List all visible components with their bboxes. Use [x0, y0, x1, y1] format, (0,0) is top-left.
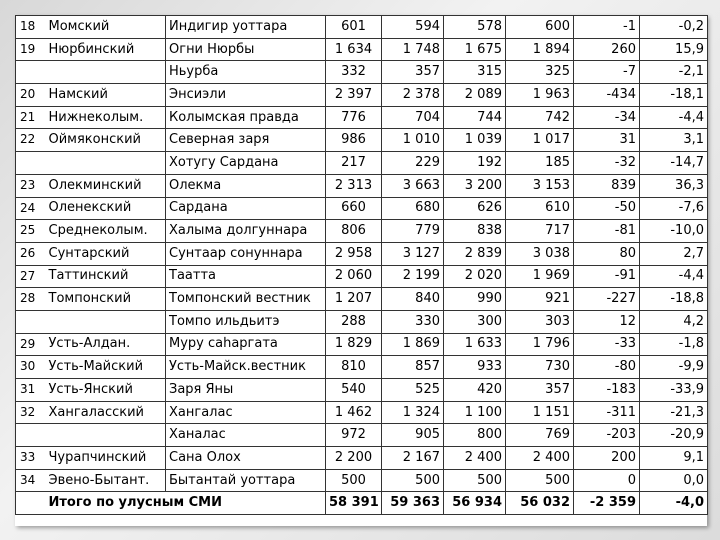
- circulation-2: 2 199: [382, 265, 444, 288]
- circulation-4: 500: [506, 469, 574, 492]
- row-number: [16, 61, 46, 84]
- change-percent: -2,1: [640, 61, 708, 84]
- newspaper-name: Томпонский вестник: [166, 288, 326, 311]
- newspaper-name: Усть-Майск.вестник: [166, 356, 326, 379]
- newspaper-name: Колымская правда: [166, 106, 326, 129]
- circulation-1: 601: [326, 16, 382, 39]
- circulation-2: 704: [382, 106, 444, 129]
- table-row: [16, 310, 708, 333]
- circulation-2: 857: [382, 356, 444, 379]
- row-number: 31: [16, 379, 46, 402]
- change-percent: 2,7: [640, 242, 708, 265]
- circulation-1: 500: [326, 469, 382, 492]
- change-percent: 0,0: [640, 469, 708, 492]
- circulation-3: 420: [444, 379, 506, 402]
- total-v1: 58 391: [326, 492, 382, 515]
- district-name: [46, 152, 166, 175]
- circulation-1: 2 958: [326, 242, 382, 265]
- newspaper-name: Ньурба: [166, 61, 326, 84]
- circulation-2: 1 869: [382, 333, 444, 356]
- table-row: [16, 174, 708, 197]
- district-name: [46, 61, 166, 84]
- circulation-1: 2 313: [326, 174, 382, 197]
- circulation-3: 2 020: [444, 265, 506, 288]
- circulation-1: 540: [326, 379, 382, 402]
- circulation-4: 3 038: [506, 242, 574, 265]
- circulation-1: 1 829: [326, 333, 382, 356]
- row-number: [16, 152, 46, 175]
- table-row: [16, 333, 708, 356]
- row-number: 19: [16, 38, 46, 61]
- circulation-2: 1 324: [382, 401, 444, 424]
- newspaper-name: Муру сaһаргата: [166, 333, 326, 356]
- table-sheet: [15, 15, 707, 526]
- district-name: Усть-Янский: [46, 379, 166, 402]
- newspaper-name: Огни Нюрбы: [166, 38, 326, 61]
- newspaper-name: Индигир уоттара: [166, 16, 326, 39]
- newspaper-name: Заря Яны: [166, 379, 326, 402]
- table-body: [16, 16, 708, 515]
- table-row: [16, 38, 708, 61]
- row-number: 18: [16, 16, 46, 39]
- change-percent: -9,9: [640, 356, 708, 379]
- circulation-1: 986: [326, 129, 382, 152]
- change-absolute: -183: [574, 379, 640, 402]
- district-name: Среднеколым.: [46, 220, 166, 243]
- change-absolute: -7: [574, 61, 640, 84]
- change-absolute: -33: [574, 333, 640, 356]
- table-row: [16, 447, 708, 470]
- total-empty-cell: [16, 492, 46, 515]
- circulation-3: 1 675: [444, 38, 506, 61]
- district-name: Олекминский: [46, 174, 166, 197]
- district-name: [46, 424, 166, 447]
- table-row: [16, 424, 708, 447]
- circulation-2: 1 748: [382, 38, 444, 61]
- table-row: [16, 379, 708, 402]
- circulation-1: 1 207: [326, 288, 382, 311]
- change-percent: -14,7: [640, 152, 708, 175]
- circulation-2: 330: [382, 310, 444, 333]
- circulation-3: 744: [444, 106, 506, 129]
- row-number: [16, 310, 46, 333]
- table-row: [16, 106, 708, 129]
- newspaper-circulation-table: [15, 15, 708, 515]
- change-percent: -18,8: [640, 288, 708, 311]
- circulation-4: 357: [506, 379, 574, 402]
- circulation-2: 229: [382, 152, 444, 175]
- change-percent: -7,6: [640, 197, 708, 220]
- newspaper-name: Ханалас: [166, 424, 326, 447]
- circulation-1: 806: [326, 220, 382, 243]
- circulation-3: 2 839: [444, 242, 506, 265]
- circulation-3: 500: [444, 469, 506, 492]
- circulation-1: 972: [326, 424, 382, 447]
- row-number: 34: [16, 469, 46, 492]
- table-row: [16, 129, 708, 152]
- newspaper-name: Таатта: [166, 265, 326, 288]
- circulation-1: 776: [326, 106, 382, 129]
- newspaper-name: Северная заря: [166, 129, 326, 152]
- change-absolute: 80: [574, 242, 640, 265]
- circulation-4: 1 151: [506, 401, 574, 424]
- newspaper-name: Бытантай уоттара: [166, 469, 326, 492]
- change-percent: -20,9: [640, 424, 708, 447]
- district-name: Таттинский: [46, 265, 166, 288]
- change-absolute: 0: [574, 469, 640, 492]
- row-number: 25: [16, 220, 46, 243]
- table-row: [16, 220, 708, 243]
- district-name: Томпонский: [46, 288, 166, 311]
- circulation-3: 578: [444, 16, 506, 39]
- circulation-2: 500: [382, 469, 444, 492]
- circulation-1: 2 200: [326, 447, 382, 470]
- newspaper-name: Халыма долгуннара: [166, 220, 326, 243]
- circulation-1: 1 634: [326, 38, 382, 61]
- table-row: [16, 197, 708, 220]
- circulation-2: 3 663: [382, 174, 444, 197]
- district-name: Намский: [46, 84, 166, 107]
- district-name: Эвено-Бытант.: [46, 469, 166, 492]
- circulation-2: 3 127: [382, 242, 444, 265]
- change-percent: -18,1: [640, 84, 708, 107]
- row-number: 27: [16, 265, 46, 288]
- circulation-4: 1 017: [506, 129, 574, 152]
- change-absolute: -50: [574, 197, 640, 220]
- row-number: 24: [16, 197, 46, 220]
- row-number: 22: [16, 129, 46, 152]
- newspaper-name: Хангалас: [166, 401, 326, 424]
- change-absolute: -227: [574, 288, 640, 311]
- circulation-3: 800: [444, 424, 506, 447]
- total-label: Итого по улусным СМИ: [46, 492, 326, 515]
- newspaper-name: Сардана: [166, 197, 326, 220]
- circulation-4: 1 796: [506, 333, 574, 356]
- newspaper-name: Сунтаар сонуннара: [166, 242, 326, 265]
- district-name: Нижнеколым.: [46, 106, 166, 129]
- total-diff: -2 359: [574, 492, 640, 515]
- district-name: Оймяконский: [46, 129, 166, 152]
- newspaper-name: Сана Олох: [166, 447, 326, 470]
- table-row: [16, 84, 708, 107]
- change-percent: 9,1: [640, 447, 708, 470]
- district-name: Оленекский: [46, 197, 166, 220]
- circulation-3: 300: [444, 310, 506, 333]
- circulation-1: 660: [326, 197, 382, 220]
- row-number: 33: [16, 447, 46, 470]
- change-absolute: 12: [574, 310, 640, 333]
- row-number: 30: [16, 356, 46, 379]
- change-absolute: -34: [574, 106, 640, 129]
- change-percent: 15,9: [640, 38, 708, 61]
- district-name: Усть-Алдан.: [46, 333, 166, 356]
- circulation-4: 610: [506, 197, 574, 220]
- change-absolute: 839: [574, 174, 640, 197]
- total-v2: 59 363: [382, 492, 444, 515]
- change-percent: -4,4: [640, 265, 708, 288]
- change-percent: -0,2: [640, 16, 708, 39]
- change-absolute: -80: [574, 356, 640, 379]
- row-number: 32: [16, 401, 46, 424]
- change-absolute: -1: [574, 16, 640, 39]
- newspaper-name: Олекма: [166, 174, 326, 197]
- table-row: [16, 152, 708, 175]
- circulation-3: 838: [444, 220, 506, 243]
- change-absolute: -32: [574, 152, 640, 175]
- circulation-2: 2 167: [382, 447, 444, 470]
- circulation-1: 810: [326, 356, 382, 379]
- change-percent: -33,9: [640, 379, 708, 402]
- table-row: [16, 242, 708, 265]
- circulation-3: 2 400: [444, 447, 506, 470]
- district-name: Сунтарский: [46, 242, 166, 265]
- circulation-4: 730: [506, 356, 574, 379]
- change-absolute: -203: [574, 424, 640, 447]
- circulation-4: 1 894: [506, 38, 574, 61]
- change-absolute: 31: [574, 129, 640, 152]
- total-v4: 56 032: [506, 492, 574, 515]
- total-v3: 56 934: [444, 492, 506, 515]
- circulation-1: 2 060: [326, 265, 382, 288]
- circulation-3: 192: [444, 152, 506, 175]
- circulation-3: 315: [444, 61, 506, 84]
- total-pct: -4,0: [640, 492, 708, 515]
- table-row: [16, 401, 708, 424]
- circulation-1: 1 462: [326, 401, 382, 424]
- table-row: [16, 356, 708, 379]
- change-absolute: 200: [574, 447, 640, 470]
- circulation-4: 2 400: [506, 447, 574, 470]
- circulation-3: 1 100: [444, 401, 506, 424]
- total-row: [16, 492, 708, 515]
- circulation-2: 525: [382, 379, 444, 402]
- row-number: 26: [16, 242, 46, 265]
- table-row: [16, 265, 708, 288]
- circulation-3: 2 089: [444, 84, 506, 107]
- circulation-4: 185: [506, 152, 574, 175]
- circulation-4: 769: [506, 424, 574, 447]
- circulation-1: 217: [326, 152, 382, 175]
- circulation-4: 1 963: [506, 84, 574, 107]
- row-number: 20: [16, 84, 46, 107]
- circulation-2: 779: [382, 220, 444, 243]
- table-row: [16, 469, 708, 492]
- circulation-1: 2 397: [326, 84, 382, 107]
- newspaper-name: Хотугу Сардана: [166, 152, 326, 175]
- circulation-4: 600: [506, 16, 574, 39]
- row-number: [16, 424, 46, 447]
- circulation-4: 3 153: [506, 174, 574, 197]
- circulation-2: 357: [382, 61, 444, 84]
- change-absolute: -434: [574, 84, 640, 107]
- row-number: 28: [16, 288, 46, 311]
- circulation-4: 742: [506, 106, 574, 129]
- circulation-2: 594: [382, 16, 444, 39]
- change-percent: 4,2: [640, 310, 708, 333]
- change-percent: -10,0: [640, 220, 708, 243]
- circulation-4: 717: [506, 220, 574, 243]
- change-absolute: -311: [574, 401, 640, 424]
- circulation-1: 288: [326, 310, 382, 333]
- table-row: [16, 288, 708, 311]
- circulation-2: 2 378: [382, 84, 444, 107]
- change-percent: 3,1: [640, 129, 708, 152]
- change-percent: -21,3: [640, 401, 708, 424]
- change-percent: -4,4: [640, 106, 708, 129]
- change-absolute: 260: [574, 38, 640, 61]
- newspaper-name: Энсиэли: [166, 84, 326, 107]
- circulation-2: 680: [382, 197, 444, 220]
- change-percent: -1,8: [640, 333, 708, 356]
- circulation-3: 1 633: [444, 333, 506, 356]
- circulation-3: 3 200: [444, 174, 506, 197]
- district-name: [46, 310, 166, 333]
- change-absolute: -81: [574, 220, 640, 243]
- row-number: 21: [16, 106, 46, 129]
- circulation-2: 840: [382, 288, 444, 311]
- table-row: [16, 16, 708, 39]
- circulation-2: 905: [382, 424, 444, 447]
- row-number: 23: [16, 174, 46, 197]
- district-name: Момский: [46, 16, 166, 39]
- district-name: Усть-Майский: [46, 356, 166, 379]
- circulation-3: 626: [444, 197, 506, 220]
- district-name: Нюрбинский: [46, 38, 166, 61]
- table-row: [16, 61, 708, 84]
- newspaper-name: Томпо ильдьитэ: [166, 310, 326, 333]
- circulation-2: 1 010: [382, 129, 444, 152]
- circulation-3: 933: [444, 356, 506, 379]
- change-absolute: -91: [574, 265, 640, 288]
- circulation-1: 332: [326, 61, 382, 84]
- row-number: 29: [16, 333, 46, 356]
- circulation-4: 325: [506, 61, 574, 84]
- circulation-4: 303: [506, 310, 574, 333]
- change-percent: 36,3: [640, 174, 708, 197]
- circulation-4: 921: [506, 288, 574, 311]
- circulation-3: 990: [444, 288, 506, 311]
- circulation-3: 1 039: [444, 129, 506, 152]
- circulation-4: 1 969: [506, 265, 574, 288]
- district-name: Чурапчинский: [46, 447, 166, 470]
- district-name: Хангаласский: [46, 401, 166, 424]
